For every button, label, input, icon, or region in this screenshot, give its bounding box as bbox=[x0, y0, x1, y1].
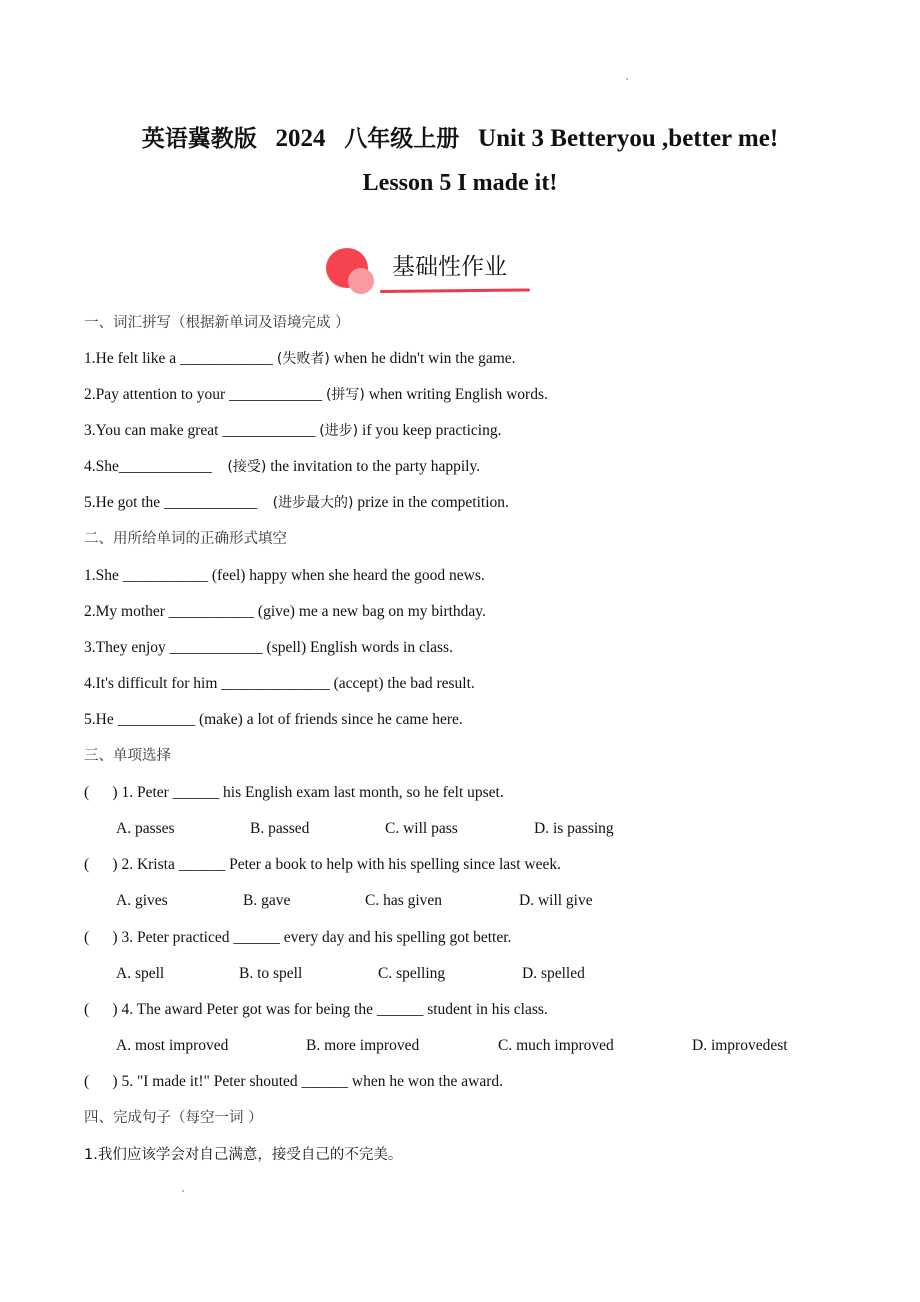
mc-option: B. passed bbox=[250, 820, 310, 837]
scan-speck bbox=[626, 78, 628, 80]
title-year: 2024 bbox=[275, 125, 326, 152]
mc-option: A. spell bbox=[116, 965, 165, 982]
vocab-item: 3.You can make great ____________ (进步) if you keep practicing. bbox=[84, 422, 502, 439]
title-grade: 八年级上册 bbox=[344, 126, 460, 152]
title-unit: Unit 3 Betteryou ,better me! bbox=[478, 125, 779, 152]
document-title bbox=[0, 120, 920, 153]
fill-in-item: 2.My mother ___________ (give) me a new bag on my birthday. bbox=[84, 603, 486, 620]
mc-option: D. improvedest bbox=[692, 1037, 788, 1054]
mc-question: ( ) 1. Peter ______ his English exam last month, so he felt upset. bbox=[84, 784, 504, 801]
mc-question: ( ) 4. The award Peter got was for being the ______ student in his class. bbox=[84, 1001, 548, 1018]
lesson-title: Lesson 5 I made it! bbox=[362, 170, 558, 196]
mc-option: B. gave bbox=[243, 892, 291, 909]
section-heading: 二、用所给单词的正确形式填空 bbox=[84, 531, 287, 547]
decorative-circle-small-icon bbox=[348, 268, 374, 294]
fill-in-item: 4.It's difficult for him ______________ (accept) the bad result. bbox=[84, 675, 475, 692]
fill-in-item: 1.She ___________ (feel) happy when she heard the good news. bbox=[84, 567, 485, 584]
mc-option: A. most improved bbox=[116, 1037, 229, 1054]
badge-underline bbox=[380, 288, 530, 293]
vocab-item: 2.Pay attention to your ____________ (拼写) when writing English words. bbox=[84, 386, 548, 403]
badge-title: 基础性作业 bbox=[392, 254, 507, 280]
mc-question: ( ) 2. Krista ______ Peter a book to help with his spelling since last week. bbox=[84, 856, 561, 873]
fill-in-item: 3.They enjoy ____________ (spell) English words in class. bbox=[84, 639, 453, 656]
mc-option: D. is passing bbox=[534, 820, 614, 837]
title-publisher: 英语冀教版 bbox=[141, 126, 257, 152]
vocab-item: 5.He got the ____________ (进步最大的) prize in the competition. bbox=[84, 494, 509, 511]
section-heading: 一、词汇拼写（根据新单词及语境完成 ） bbox=[84, 315, 350, 331]
mc-option: C. will pass bbox=[385, 820, 458, 837]
section-badge bbox=[326, 248, 546, 298]
fill-in-item: 5.He __________ (make) a lot of friends since he came here. bbox=[84, 711, 463, 728]
mc-option: A. passes bbox=[116, 820, 175, 837]
mc-option: C. has given bbox=[365, 892, 443, 909]
vocab-item: 1.He felt like a ____________ (失败者) when he didn't win the game. bbox=[84, 350, 516, 367]
mc-option: C. much improved bbox=[498, 1037, 614, 1054]
mc-question: ( ) 5. "I made it!" Peter shouted ______ when he won the award. bbox=[84, 1073, 503, 1090]
vocab-item: 4.She____________ (接受) the invitation to the party happily. bbox=[84, 458, 481, 475]
mc-option: D. spelled bbox=[522, 965, 585, 982]
section-heading: 三、单项选择 bbox=[84, 748, 171, 764]
mc-option: D. will give bbox=[519, 892, 593, 909]
mc-option: A. gives bbox=[116, 892, 168, 909]
mc-option: B. more improved bbox=[306, 1037, 420, 1054]
mc-question: ( ) 3. Peter practiced ______ every day and his spelling got better. bbox=[84, 929, 512, 946]
mc-option: C. spelling bbox=[378, 965, 446, 982]
sentence-item: 1.我们应该学会对自己满意，接受自己的不完美。 bbox=[84, 1147, 403, 1163]
section-heading: 四、完成句子（每空一词 ） bbox=[84, 1110, 263, 1126]
scan-speck bbox=[182, 1190, 184, 1192]
mc-option: B. to spell bbox=[239, 965, 303, 982]
